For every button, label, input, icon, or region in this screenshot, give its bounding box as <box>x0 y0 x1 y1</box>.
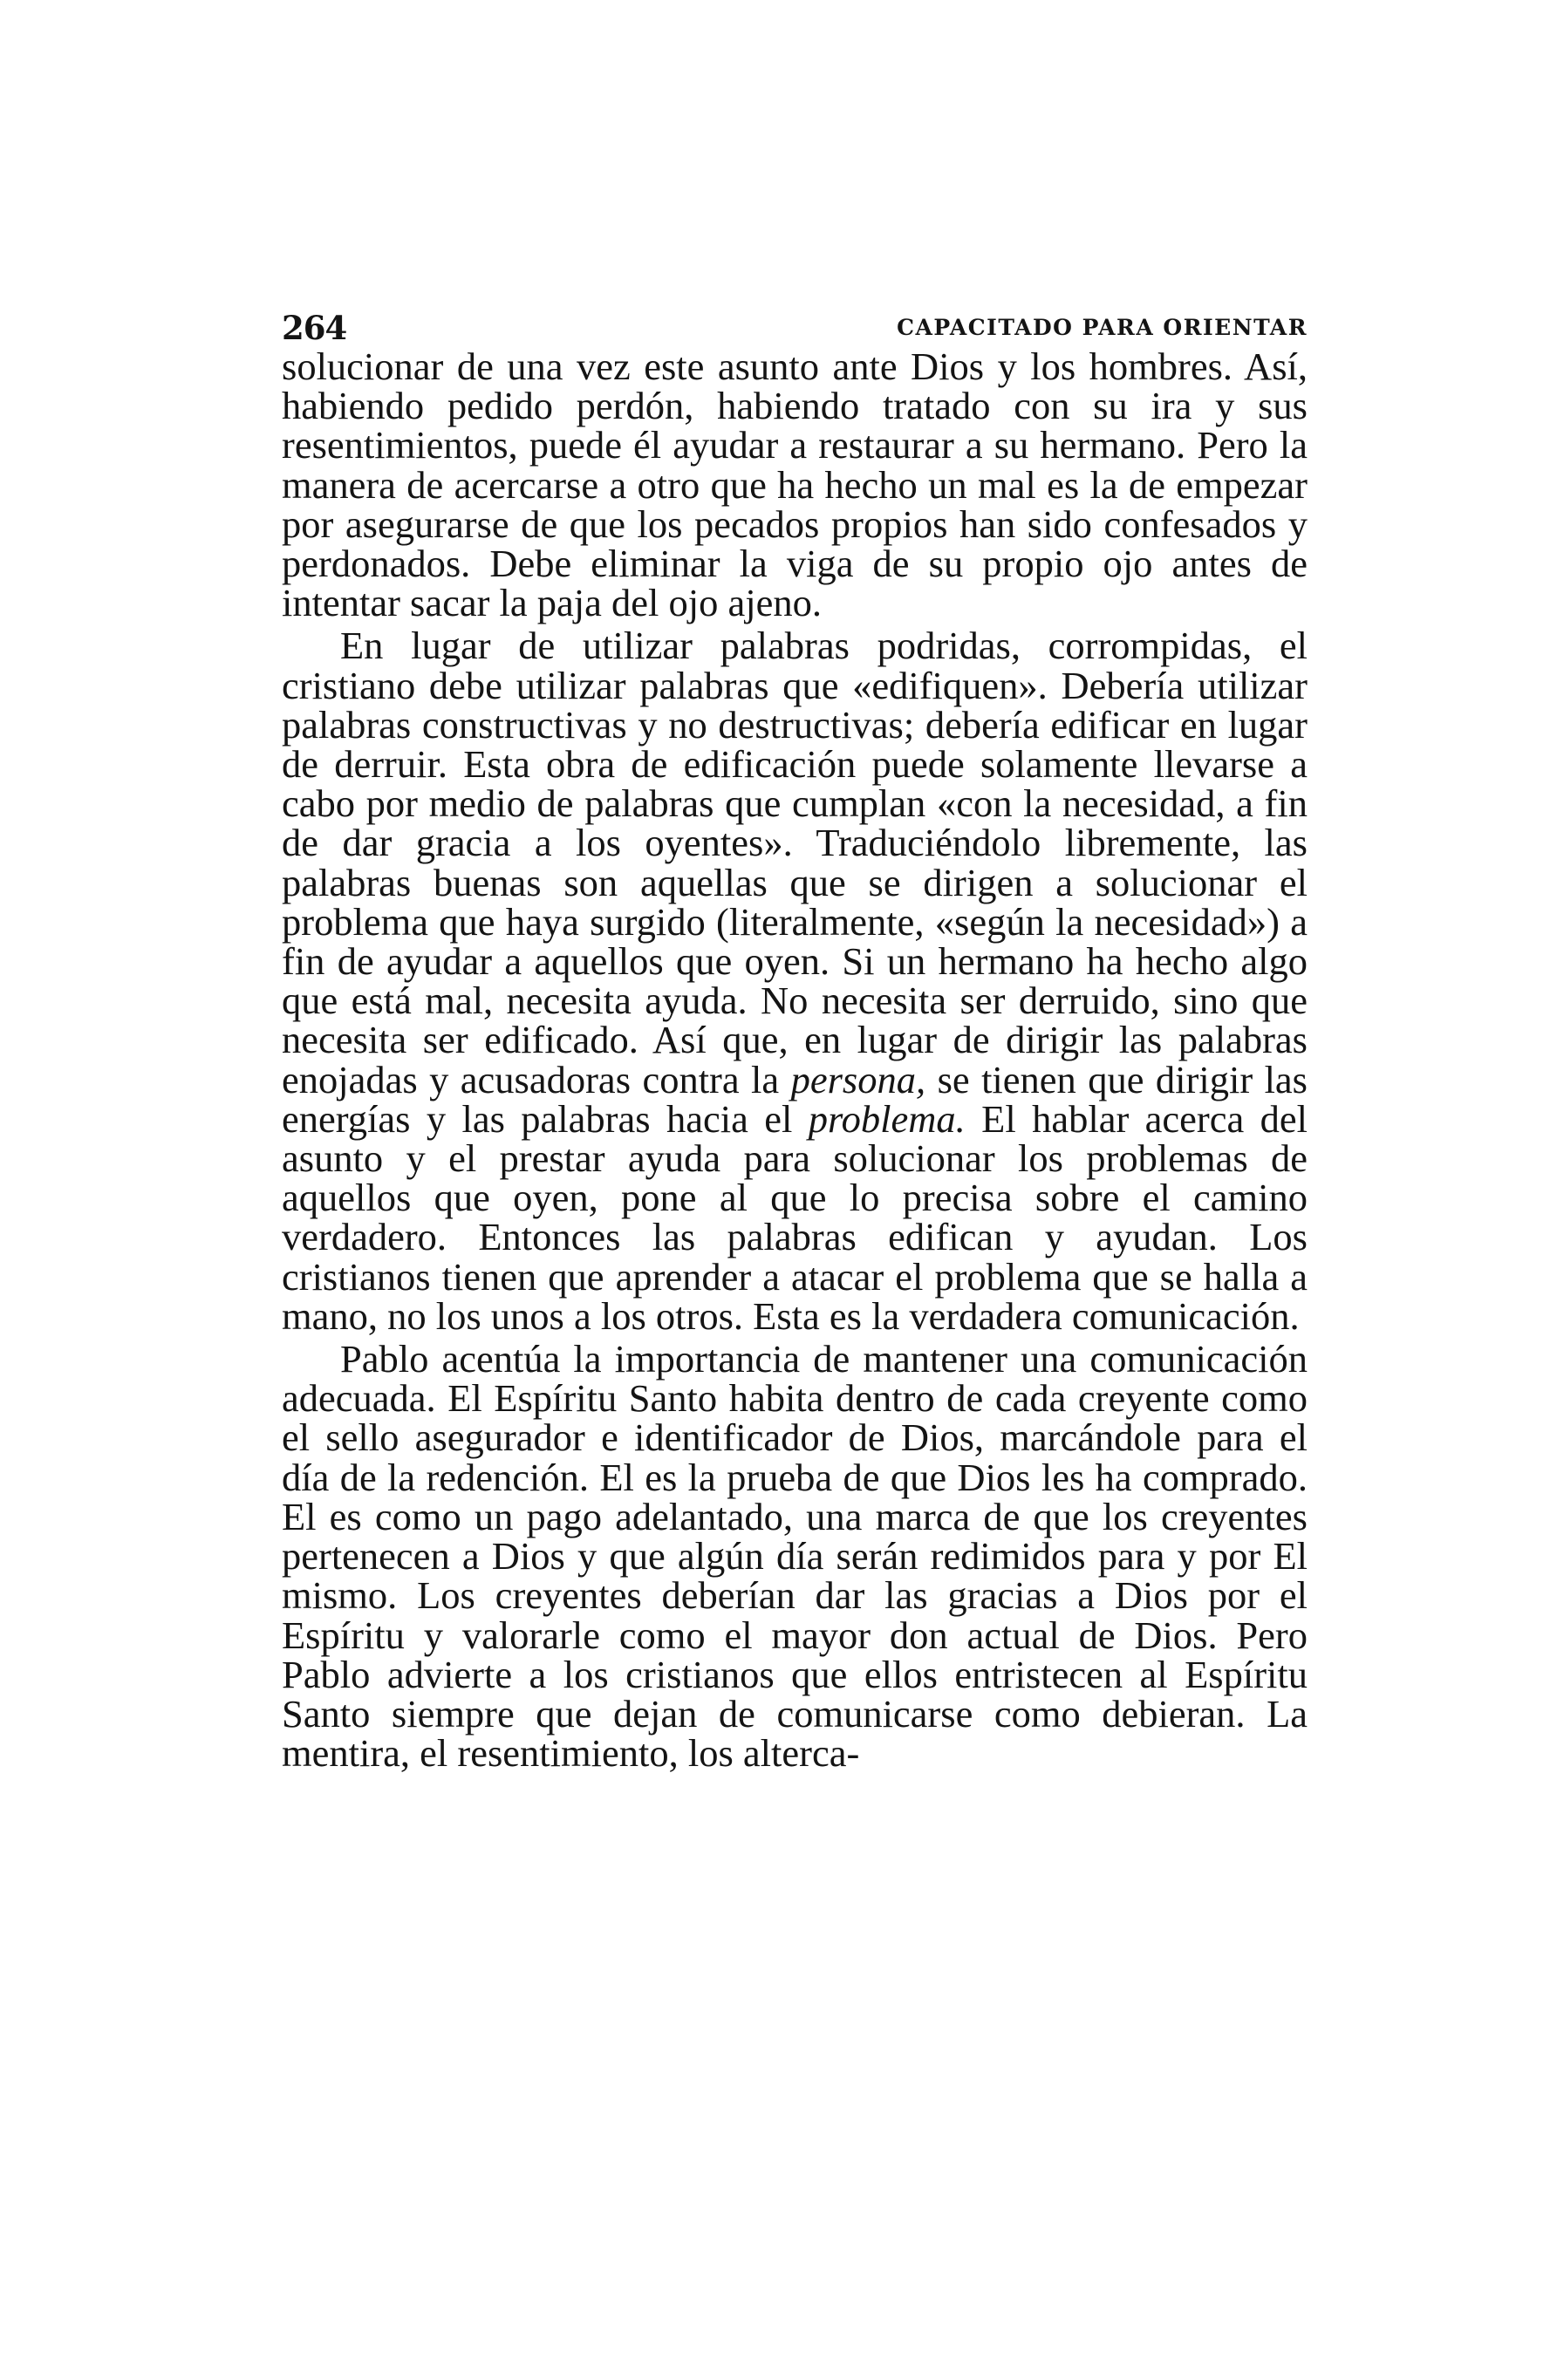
paragraph-2-text-c: El hablar acerca del asunto y el prestar ayuda para solucionar los problemas de aquellos que oyen, pone al que lo precisa sobre el camino verdadero. Entonces las palabras edifican y ayudan. Los cristianos tienen que aprender a atacar el problema que se halla a mano, no los unos a los otros. Esta es la verdadera comunicación. <box>282 1096 1308 1338</box>
emphasis-problema: problema. <box>808 1096 966 1141</box>
emphasis-persona: persona, <box>790 1057 926 1101</box>
paragraph-3: Pablo acentúa la importancia de mantener una comunicación adecuada. El Espíritu Santo habita dentro de cada creyente como el sello asegurador e identificador de Dios, marcándole para el día de la redención. El es la prueba de que Dios les ha comprado. El es como un pago adelantado, una marca de que los creyentes pertenecen a Dios y que algún día serán redimidos para y por El mismo. Los creyentes deberían dar las gracias a Dios por el Espíritu y valorarle como el mayor don actual de Dios. Pero Pablo advierte a los cristianos que ellos entristecen al Espíritu Santo siempre que dejan de comunicarse como debieran. La mentira, el resentimiento, los alterca- <box>282 1337 1308 1776</box>
paragraph-2-text-a: En lugar de utilizar palabras podridas, corrompidas, el cristiano debe utilizar palabras que «edifiquen». Debería utilizar palabras constructivas y no destructivas; debería edificar en lugar de derruir. Esta obra de edificación puede solamente llevarse a cabo por medio de palabras que cumplan «con la necesidad, a fin de dar gracia a los oyentes». Traduciéndolo libremente, las palabras buenas son aquellas que se dirigen a solucionar el problema que haya surgido (literalmente, «según la necesidad») a fin de ayudar a aquellos que oyen. Si un hermano ha hecho algo que está mal, necesita ayuda. No necesita ser derruido, sino que necesita ser edificado. Así que, en lugar de dirigir las palabras enojadas y acusadoras contra la <box>282 624 1308 1101</box>
paragraph-2 <box>282 626 1308 1336</box>
body-text <box>282 344 1308 1776</box>
paragraph-1: solucionar de una vez este asunto ante Dios y los hombres. Así, habiendo pedido perdón, habiendo tratado con su ira y sus resentimientos, puede él ayudar a restaurar a su hermano. Pero la manera de acercarse a otro que ha hecho un mal es la de empezar por asegurarse de que los pecados propios han sido confesados y perdonados. Debe eliminar la viga de su propio ojo antes de intentar sacar la paja del ojo ajeno. <box>282 344 1308 625</box>
running-header <box>282 309 1308 347</box>
paragraph-2-text-b: se tienen que dirigir las energías y las palabras hacia el <box>282 1057 1308 1141</box>
page-number: 264 <box>282 309 347 347</box>
running-title: CAPACITADO PARA ORIENTAR <box>897 315 1308 340</box>
